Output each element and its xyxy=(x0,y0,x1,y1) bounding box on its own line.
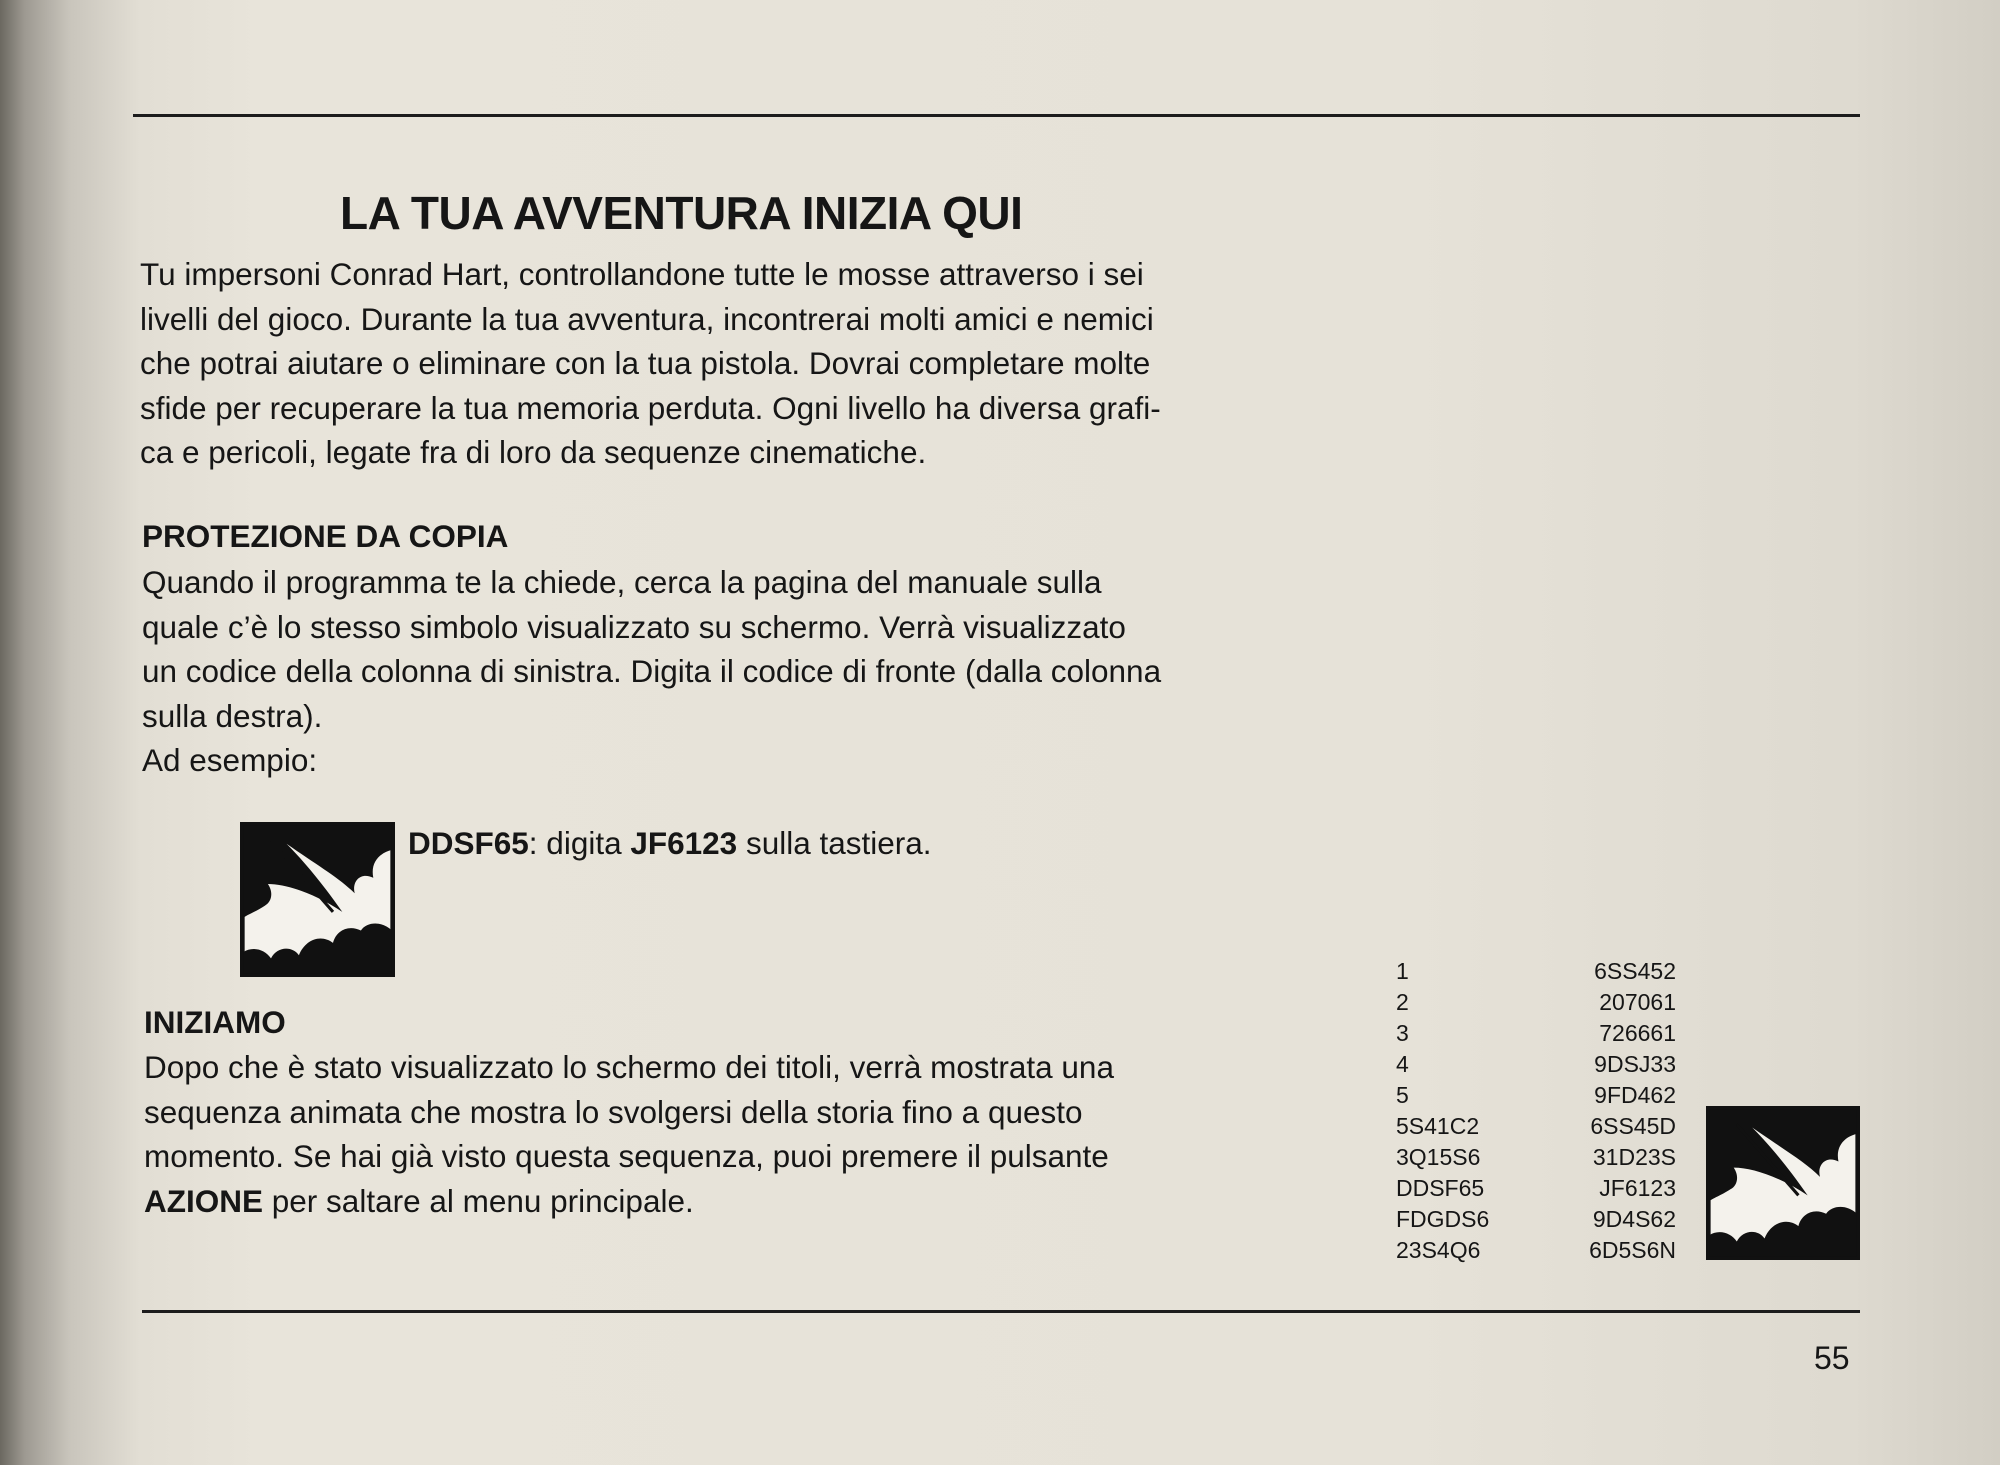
code-left: 3Q15S6 xyxy=(1396,1144,1481,1170)
page-title: LA TUA AVVENTURA INIZIA QUI xyxy=(340,187,1023,239)
code-left: FDGDS6 xyxy=(1396,1206,1490,1232)
iniziamo-line: Dopo che è stato visualizzato lo schermo dei titoli, verrà mostrata una xyxy=(144,1049,1114,1085)
code-left: 5 xyxy=(1396,1082,1409,1108)
copy-protection-line: Ad esempio: xyxy=(142,742,318,778)
code-right: 726661 xyxy=(1599,1020,1676,1046)
example-instruction xyxy=(408,825,932,862)
code-right: JF6123 xyxy=(1599,1175,1676,1201)
code-right: 6SS452 xyxy=(1594,958,1676,984)
code-left: 3 xyxy=(1396,1020,1409,1046)
intro-line: ca e pericoli, legate fra di loro da sequenze cinematiche. xyxy=(140,434,927,470)
example-text: : digita xyxy=(528,825,631,861)
top-rule xyxy=(133,114,1860,117)
iniziamo-line: sequenza animata che mostra lo svolgersi della storia fino a questo xyxy=(144,1093,1083,1130)
copy-protection-line: sulla destra). xyxy=(142,697,323,734)
code-left: 23S4Q6 xyxy=(1396,1237,1481,1263)
intro-paragraph xyxy=(140,252,1161,475)
code-right: 31D23S xyxy=(1592,1144,1676,1170)
example-text: sulla tastiera. xyxy=(737,825,932,861)
code-left: 2 xyxy=(1396,989,1409,1015)
copy-protection-paragraph xyxy=(142,560,1161,783)
iniziamo-line-rest: per saltare al menu principale. xyxy=(263,1182,694,1219)
code-right: 9DSJ33 xyxy=(1594,1051,1676,1077)
page-number: 55 xyxy=(1814,1340,1850,1376)
iniziamo-paragraph xyxy=(144,1045,1114,1223)
copy-protection-line: quale c’è lo stesso simbolo visualizzato su schermo. Verrà visualizzato xyxy=(142,608,1126,645)
code-left: 1 xyxy=(1396,958,1409,984)
code-left: 4 xyxy=(1396,1051,1409,1077)
copy-protection-line: un codice della colonna di sinistra. Digita il codice di fronte (dalla colonna xyxy=(142,653,1162,689)
code-table-left-column xyxy=(1396,956,1489,1266)
intro-line: che potrai aiutare o eliminare con la tua pistola. Dovrai completare molte xyxy=(140,345,1151,381)
code-right: 6D5S6N xyxy=(1589,1237,1676,1263)
bottom-rule xyxy=(142,1310,1860,1313)
code-left: 5S41C2 xyxy=(1396,1113,1480,1139)
intro-line: livelli del gioco. Durante la tua avventura, incontrerai molti amici e nemici xyxy=(140,300,1154,337)
copy-protection-symbol-icon xyxy=(1706,1106,1860,1260)
iniziamo-heading: INIZIAMO xyxy=(144,1004,286,1040)
example-answer: JF6123 xyxy=(630,825,738,861)
copy-protection-heading: PROTEZIONE DA COPIA xyxy=(142,518,509,554)
action-button-name: AZIONE xyxy=(144,1182,264,1219)
code-right: 6SS45D xyxy=(1590,1113,1676,1139)
intro-line: Tu impersoni Conrad Hart, controllandone tutte le mosse attraverso i sei xyxy=(140,256,1144,292)
copy-protection-line: Quando il programma te la chiede, cerca la pagina del manuale sulla xyxy=(142,564,1102,600)
code-left: DDSF65 xyxy=(1396,1175,1485,1201)
iniziamo-line: momento. Se hai già visto questa sequenza, puoi premere il pulsante xyxy=(144,1138,1109,1174)
code-right: 9D4S62 xyxy=(1592,1206,1676,1232)
code-right: 207061 xyxy=(1599,989,1676,1015)
code-right: 9FD462 xyxy=(1594,1082,1676,1108)
copy-protection-symbol-icon xyxy=(240,822,395,977)
iniziamo-line xyxy=(144,1179,1114,1224)
code-table-right-column xyxy=(1578,956,1676,1266)
intro-line: sfide per recuperare la tua memoria perduta. Ogni livello ha diversa grafi- xyxy=(140,389,1161,426)
example-code: DDSF65 xyxy=(408,825,529,861)
